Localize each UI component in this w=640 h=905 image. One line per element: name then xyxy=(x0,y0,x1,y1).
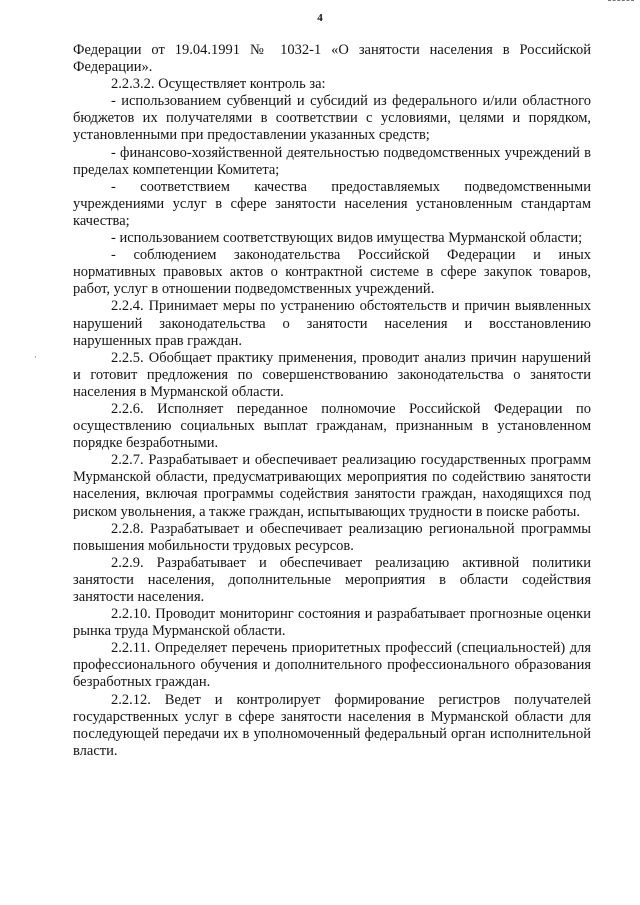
scan-corner-mark xyxy=(608,0,634,3)
page-number: 4 xyxy=(317,12,323,24)
paragraph-2-2-8: 2.2.8. Разрабатывает и обеспечивает реализацию региональной программы повышения мобильности трудовых ресурсов. xyxy=(73,520,591,554)
scan-artifact-mark: · xyxy=(34,352,37,362)
paragraph-2-2-9: 2.2.9. Разрабатывает и обеспечивает реализацию активной политики занятости населения, дополнительные мероприятия в области содействия занятости населения. xyxy=(73,554,591,605)
document-body xyxy=(73,42,591,760)
paragraph-2-2-12: 2.2.12. Ведет и контролирует формирование регистров получателей государственных услуг в сфере занятости населения в Мурманской области для последующей передачи их в уполномоченный федеральный орган исполнительной власти. xyxy=(73,691,591,759)
list-item-property-use: - использованием соответствующих видов имущества Мурманской области; xyxy=(111,230,583,247)
paragraph-2-2-3-2-heading: 2.2.3.2. Осуществляет контроль за: xyxy=(111,76,326,93)
paragraph-2-2-7: 2.2.7. Разрабатывает и обеспечивает реализацию государственных программ Мурманской области, предусматривающих мероприятия по содействию занятости населения, включая программы содействия занятости граждан, находящихся под риском увольнения, а также граждан, испытывающих трудности в поиске работы. xyxy=(73,452,591,520)
list-item-service-quality: - соответствием качества предоставляемых подведомственными учреждениями услуг в сфере занятости населения установленным стандартам качества; xyxy=(73,178,591,229)
list-item-procurement-law: - соблюдением законодательства Российской Федерации и иных нормативных правовых актов о контрактной системе в сфере закупок товаров, работ, услуг в отношении подведомственных учреждений. xyxy=(73,247,591,298)
list-item-financial-activity: - финансово-хозяйственной деятельностью подведомственных учреждений в пределах компетенции Комитета; xyxy=(73,144,591,178)
paragraph-2-2-6: 2.2.6. Исполняет переданное полномочие Российской Федерации по осуществлению социальных выплат гражданам, признанным в установленном порядке безработными. xyxy=(73,400,591,452)
paragraph-2-2-11: 2.2.11. Определяет перечень приоритетных профессий (специальностей) для профессионального обучения и дополнительного профессионального образования безработных граждан. xyxy=(73,640,591,691)
paragraph-2-2-5: 2.2.5. Обобщает практику применения, проводит анализ причин нарушений и готовит предложения по совершенствованию законодательства о занятости населения в Мурманской области. xyxy=(73,349,591,400)
paragraph-2-2-10: 2.2.10. Проводит мониторинг состояния и разрабатывает прогнозные оценки рынка труда Мурманской области. xyxy=(73,606,591,640)
paragraph-2-2-4: 2.2.4. Принимает меры по устранению обстоятельств и причин выявленных нарушений законодательства о занятости населения и восстановлению нарушенных прав граждан. xyxy=(73,298,591,349)
paragraph-continuation: Федерации от 19.04.1991 № 1032-1 «О занятости населения в Российской Федерации». xyxy=(73,42,591,76)
list-item-subventions: - использованием субвенций и субсидий из федерального и/или областного бюджетов их получателями в соответствии с условиями, целями и порядком, установленными при предоставлении указанных средств; xyxy=(73,93,591,144)
